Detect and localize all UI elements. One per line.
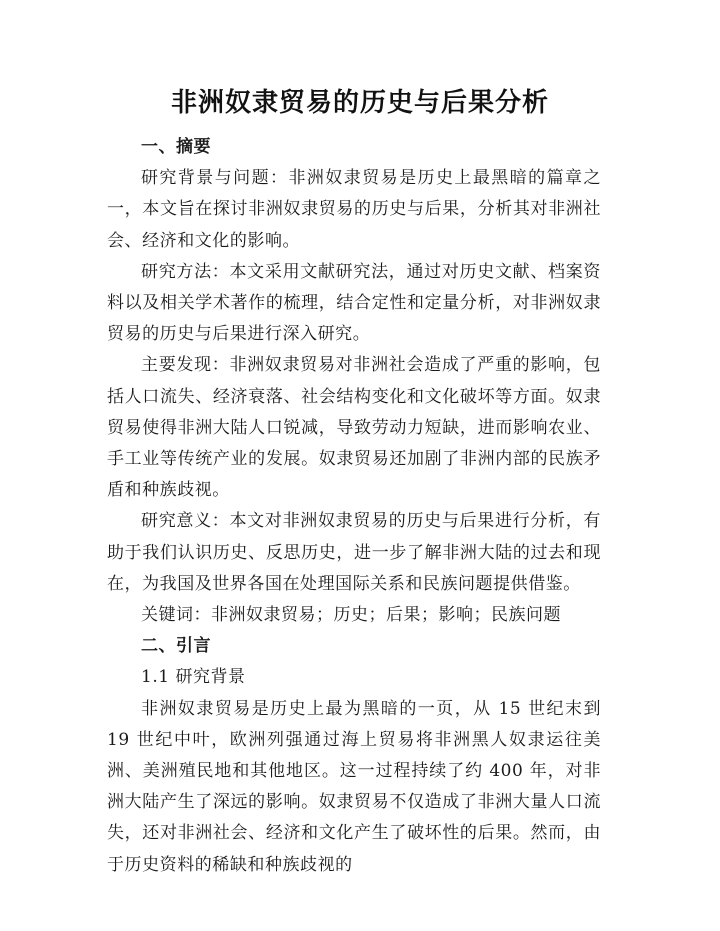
abstract-paragraph-background: 研究背景与问题：非洲奴隶贸易是历史上最黑暗的篇章之一，本文旨在探讨非洲奴隶贸易的历史与后果，分析其对非洲社会、经济和文化的影响。	[107, 168, 601, 251]
subsection-heading-background: 1.1 研究背景	[141, 667, 246, 688]
section-heading-introduction: 二、引言	[141, 636, 211, 657]
keywords-line: 关键词：非洲奴隶贸易；历史；后果；影响；民族问题	[141, 605, 561, 626]
intro-paragraph: 非洲奴隶贸易是历史上最为黑暗的一页，从 15 世纪末到 19 世纪中叶，欧洲列强通过海上贸易将非洲黑人奴隶运往美洲、美洲殖民地和其他地区。这一过程持续了约 400 年，对非洲大陆产生了深远的影响。奴隶贸易不仅造成了非洲大量人口流失，还对非洲社会、经济和文化产生了破坏性的后果。然而，由于历史资料的稀缺和种族歧视的	[107, 698, 601, 875]
document-title: 非洲奴隶贸易的历史与后果分析	[170, 88, 549, 118]
section-heading-abstract: 一、摘要	[141, 137, 211, 157]
abstract-paragraph-method: 研究方法：本文采用文献研究法，通过对历史文献、档案资料以及相关学术著作的梳理，结合定性和定量分析，对非洲奴隶贸易的历史与后果进行深入研究。	[107, 261, 601, 345]
document-body	[107, 132, 601, 881]
abstract-paragraph-significance: 研究意义：本文对非洲奴隶贸易的历史与后果进行分析，有助于我们认识历史、反思历史，进一步了解非洲大陆的过去和现在，为我国及世界各国在处理国际关系和民族问题提供借鉴。	[107, 511, 601, 594]
abstract-paragraph-findings: 主要发现：非洲奴隶贸易对非洲社会造成了严重的影响，包括人口流失、经济衰落、社会结构变化和文化破坏等方面。奴隶贸易使得非洲大陆人口锐减，导致劳动力短缺，进而影响农业、手工业等传统产业的发展。奴隶贸易还加剧了非洲内部的民族矛盾和种族歧视。	[107, 355, 601, 501]
